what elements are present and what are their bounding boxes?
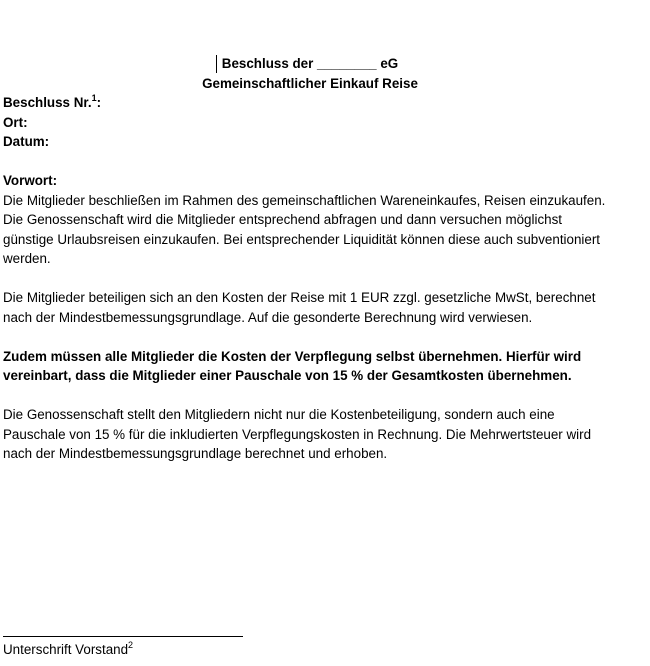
signature-label xyxy=(3,640,133,659)
footnote-ref-1[interactable]: 1 xyxy=(91,92,97,103)
meta-fields xyxy=(3,93,101,152)
footnote-ref-2[interactable]: 2 xyxy=(128,639,134,650)
signature-line xyxy=(3,636,243,637)
document-title: Beschluss der ________ eG xyxy=(221,56,399,71)
beschluss-colon: : xyxy=(96,95,102,110)
paragraph-3: Zudem müssen alle Mitglieder die Kosten der Verpflegung selbst übernehmen. Hierfür wird vereinbart, dass die Mitglieder einer Pauschale von 15 % der Gesamtkosten übernehmen. xyxy=(3,348,582,383)
beschluss-number-field xyxy=(3,93,101,113)
paragraph-4: Die Genossenschaft stellt den Mitgliedern nicht nur die Kostenbeteiligung, sondern auch eine Pauschale von 15 % für die inkludierten Verpflegungskosten in Rechnung. Die Mehrwertsteuer wird nach der Mindestbemessungsgrundlage berechnet und erhoben. xyxy=(3,407,592,461)
document-body xyxy=(3,171,613,483)
paragraph-2: Die Mitglieder beteiligen sich an den Kosten der Reise mit 1 EUR zzgl. gesetzliche MwSt, berechnet nach der Mindestbemessungsgrundlage. Auf die gesonderte Berechnung wird verwiesen. xyxy=(3,290,596,325)
datum-field: Datum: xyxy=(3,134,50,149)
signature-text: Unterschrift Vorstand xyxy=(3,642,129,657)
ort-field: Ort: xyxy=(3,114,28,130)
paragraph-1: Die Mitglieder beschließen im Rahmen des gemeinschaftlichen Wareneinkaufes, Reisen einzukaufen. Die Genossenschaft wird die Mitglieder entsprechend abfragen und dann versuchen möglichst günstige Urlaubsreisen einzukaufen. Bei entsprechender Liquidität können diese auch subventioniert werden. xyxy=(3,192,606,266)
document-subtitle: Gemeinschaftlicher Einkauf Reise xyxy=(202,76,418,91)
vorwort-heading: Vorwort: xyxy=(3,173,58,188)
beschluss-label: Beschluss Nr. xyxy=(3,95,92,110)
